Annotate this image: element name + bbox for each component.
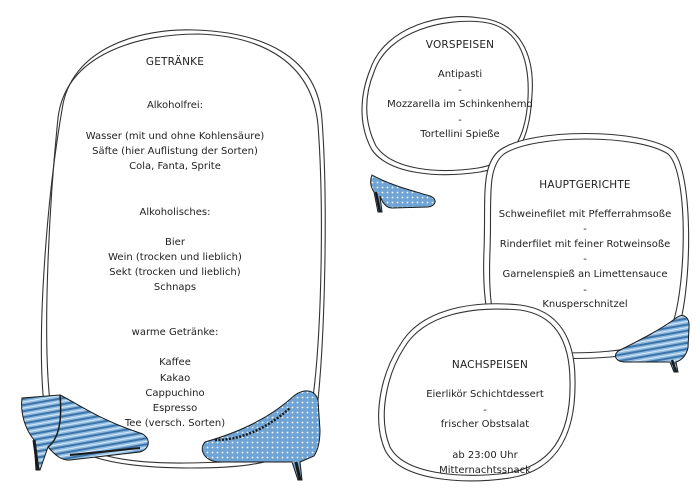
vorspeisen-title: VORSPEISEN (425, 39, 495, 51)
vorspeisen-separator: - (458, 85, 462, 96)
hauptgerichte-separator: - (583, 254, 587, 265)
nachspeisen-item: frischer Obstsalat (440, 419, 530, 430)
vorspeisen-item: Tortellini Spieße (420, 129, 500, 140)
warm-item: Kaffee (159, 357, 191, 368)
alkoholisch-item: Schnaps (153, 282, 197, 293)
alkoholisch-heading: Alkoholisches: (139, 207, 211, 218)
shoe-vorspeisen (371, 175, 435, 212)
nachspeisen-note-time: ab 23:00 Uhr (452, 450, 518, 461)
warm-item: Espresso (152, 403, 198, 414)
alkoholisch-item: Sekt (trocken und lieblich) (109, 267, 241, 278)
warm-heading: warme Getränke: (131, 327, 219, 338)
alkoholfrei-item: Wasser (mit und ohne Kohlensäure) (85, 131, 265, 142)
warm-item: Tee (versch. Sorten) (124, 418, 226, 429)
alkoholfrei-heading: Alkoholfrei: (146, 100, 204, 111)
hauptgerichte-title: HAUPTGERICHTE (539, 179, 631, 191)
vorspeisen-item: Antipasti (437, 69, 483, 80)
warm-item: Kakao (159, 373, 191, 384)
getraenke-title: GETRÄNKE (145, 56, 205, 68)
hauptgerichte-item: Garnelenspieß an Limettensauce (502, 269, 668, 280)
alkoholisch-item: Wein (trocken und lieblich) (108, 252, 242, 263)
vorspeisen-item: Mozzarella im Schinkenhemd (387, 99, 533, 110)
nachspeisen-item: Eierlikör Schichtdessert (426, 389, 544, 400)
vorspeisen-separator: - (458, 115, 462, 126)
hauptgerichte-separator: - (583, 285, 587, 296)
alkoholfrei-item: Säfte (hier Auflistung der Sorten) (92, 146, 258, 157)
nachspeisen-note-snack: Mitternachtssnack (439, 465, 531, 476)
nachspeisen-title: NACHSPEISEN (451, 359, 529, 371)
hauptgerichte-separator: - (583, 224, 587, 235)
hauptgerichte-item: Schweinefilet mit Pfefferrahmsoße (498, 209, 672, 220)
nachspeisen-separator: - (483, 405, 487, 416)
alkoholisch-item: Bier (165, 237, 185, 248)
alkoholfrei-item: Cola, Fanta, Sprite (129, 161, 221, 172)
warm-item: Cappuchino (145, 388, 205, 399)
hauptgerichte-item: Rinderfilet mit feiner Rotweinsoße (499, 239, 671, 250)
hauptgerichte-item: Knusperschnitzel (542, 299, 628, 310)
